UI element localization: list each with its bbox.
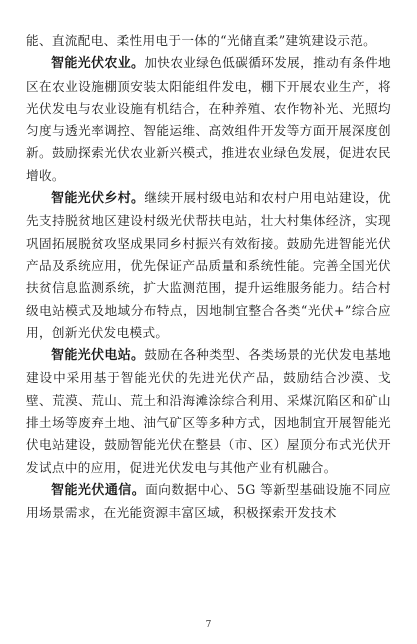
continuation-paragraph: 能、直流配电、柔性用电于一体的“光储直柔”建筑建设示范。 xyxy=(26,33,377,48)
section-heading: 智能光伏农业。 xyxy=(51,56,145,72)
section-body: 加快农业绿色低碳循环发展，推动有条件地区在农业设施棚顶安装太阳能组件发电，棚下开展农业生产，将光伏发电与农业设施有机结合，在种养殖、农作物补光、光照均匀度与透光率调控、智能运维、高效组件开发等方面开展深度创新。鼓励探索光伏农业新兴模式，推进农业绿色发展，促进农民增收。 xyxy=(26,55,391,183)
section-body: 面向数据中心、5G 等新型基础设施不同应用场景需求，在光能资源丰富区域，积极探索开发技术 xyxy=(26,481,391,521)
section-body: 继续开展村级电站和农村户用电站建设，优先支持脱贫地区建设村级光伏帮扶电站，壮大村集体经济，实现巩固拓展脱贫攻坚成果同乡村振兴有效衔接。鼓励先进智能光伏产品及系统应用，优先保证产品质量和系统性能。完善全国光伏扶贫信息监测系统，扩大监测范围，提升运维服务能力。结合村级电站模式及地域分布特点，因地制宜整合各类“光伏+”综合应用，创新光伏发电模式。 xyxy=(26,190,391,340)
section-agriculture xyxy=(26,52,391,187)
section-power-station xyxy=(26,344,391,479)
section-heading: 智能光伏乡村。 xyxy=(51,191,145,207)
section-heading: 智能光伏通信。 xyxy=(51,482,146,498)
section-body: 鼓励在各种类型、各类场景的光伏发电基地建设中采用基于智能光伏的先进光伏产品，鼓励结合沙漠、戈壁、荒漠、荒山、荒土和沿海滩涂综合利用、采煤沉陷区和矿山排土场等废弃土地、油气矿区等多种方式，因地制宜开展智能光伏电站建设，鼓励智能光伏在整县（市、区）屋顶分布式光伏开发试点中的应用，促进光伏发电与其他产业有机融合。 xyxy=(26,347,391,475)
section-heading: 智能光伏电站。 xyxy=(51,348,145,364)
section-village xyxy=(26,187,391,344)
page-number: 7 xyxy=(205,620,212,630)
section-communication xyxy=(26,479,391,525)
